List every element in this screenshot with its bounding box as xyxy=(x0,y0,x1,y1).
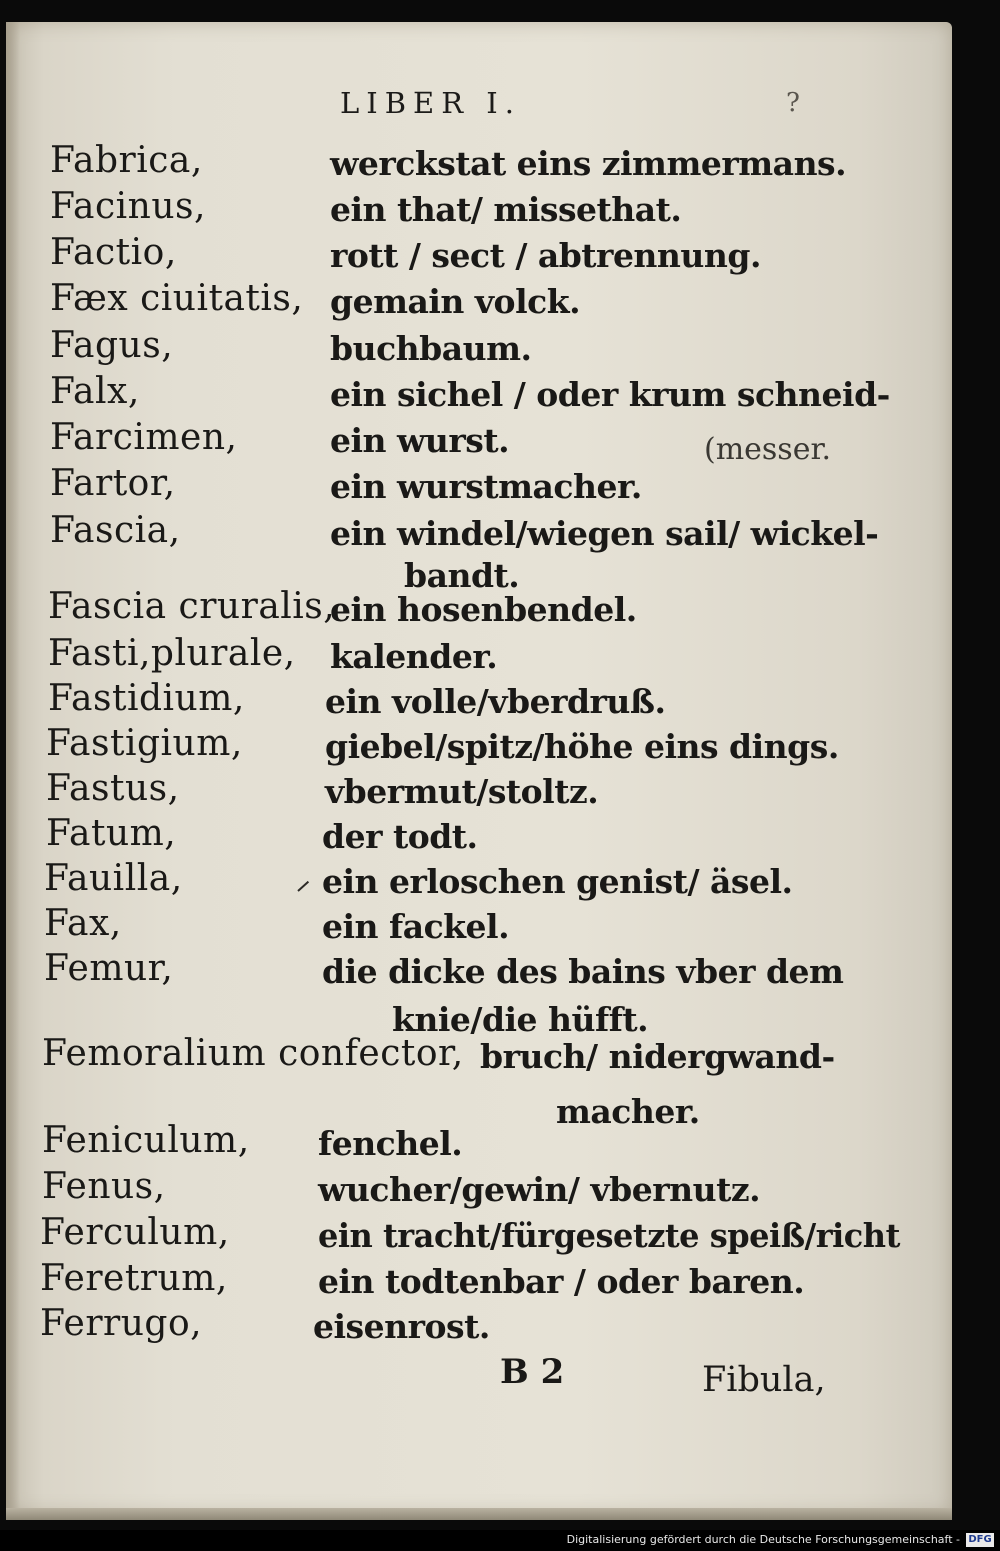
entry-gloss: ein erloschen genist/ äsel. xyxy=(322,862,793,901)
entry-gloss: ein hosenbendel. xyxy=(330,590,637,629)
entry-gloss: giebel/spitz/höhe eins dings. xyxy=(325,727,839,766)
entry-gloss: die dicke des bains vber dem xyxy=(322,952,844,991)
entry-lemma: Fascia, xyxy=(50,510,181,551)
entry-lemma: Fauilla, xyxy=(44,858,183,899)
entry-lemma: Femoralium confector, xyxy=(42,1033,464,1074)
entry-gloss: bruch/ nidergwand- xyxy=(480,1037,835,1076)
entry-gloss: ein windel/wiegen sail/ wickel- xyxy=(330,514,879,553)
entry-lemma: Fabrica, xyxy=(50,140,203,181)
dfg-logo: DFG xyxy=(966,1533,994,1547)
entry-lemma: Ferculum, xyxy=(40,1212,230,1253)
entry-gloss: der todt. xyxy=(322,817,478,856)
entry-lemma: Facinus, xyxy=(50,186,206,227)
entry-lemma: Fastus, xyxy=(46,768,180,809)
entry-gloss-continuation: knie/die hüfft. xyxy=(392,1000,649,1039)
entry-marginal-note: (messer. xyxy=(704,432,832,467)
entry-gloss: eisenrost. xyxy=(313,1307,490,1346)
entry-lemma: Falx, xyxy=(50,371,140,412)
entry-gloss: ein volle/vberdruß. xyxy=(325,682,666,721)
entry-gloss: ein that/ missethat. xyxy=(330,190,682,229)
entry-gloss: rott / sect / abtrennung. xyxy=(330,236,761,275)
entry-gloss: vbermut/stoltz. xyxy=(325,772,599,811)
entry-lemma: Factio, xyxy=(50,232,177,273)
entry-lemma: Ferrugo, xyxy=(40,1303,203,1344)
entry-lemma: Fatum, xyxy=(46,813,177,854)
entry-gloss: ein wurstmacher. xyxy=(330,467,642,506)
entry-gloss: ein wurst. xyxy=(330,421,510,460)
entry-gloss: ein fackel. xyxy=(322,907,510,946)
entry-gloss: ein tracht/fürgesetzte speiß/richt xyxy=(318,1216,900,1255)
page-gutter-shadow xyxy=(6,22,20,1514)
entry-lemma: Farcimen, xyxy=(50,417,238,458)
catchword: Fibula, xyxy=(702,1360,826,1400)
entry-gloss: wucher/gewin/ vbernutz. xyxy=(318,1170,761,1209)
entry-gloss-continuation: bandt. xyxy=(404,556,520,595)
entry-lemma: Fastigium, xyxy=(46,723,243,764)
entry-gloss: fenchel. xyxy=(318,1124,463,1163)
entry-lemma: Fastidium, xyxy=(48,678,245,719)
entry-gloss: kalender. xyxy=(330,637,498,676)
signature-mark: B 2 xyxy=(500,1352,565,1392)
entry-gloss: werckstat eins zimmermans. xyxy=(330,144,847,183)
entry-lemma: Fenus, xyxy=(42,1166,166,1207)
entry-gloss: ein todtenbar / oder baren. xyxy=(318,1262,805,1301)
entry-lemma: Feretrum, xyxy=(40,1258,228,1299)
entry-lemma: Femur, xyxy=(44,948,174,989)
entry-gloss: gemain volck. xyxy=(330,282,581,321)
corner-mark: ? xyxy=(786,88,800,118)
entry-lemma: Fasti,plurale, xyxy=(48,633,296,674)
entry-lemma: Feniculum, xyxy=(42,1120,250,1161)
entry-gloss: buchbaum. xyxy=(330,329,532,368)
entry-lemma: Fax, xyxy=(44,903,122,944)
digitization-credit: Digitalisierung gefördert durch die Deutsche Forschungsgemeinschaft - xyxy=(566,1533,960,1546)
running-head: LIBER I. xyxy=(340,86,521,120)
entry-lemma: Fæx ciuitatis, xyxy=(50,278,304,319)
entry-lemma: Fascia cruralis, xyxy=(48,586,336,627)
entry-gloss-continuation: macher. xyxy=(556,1092,700,1131)
entry-lemma: Fartor, xyxy=(50,463,176,504)
page-bottom-edge xyxy=(6,1508,952,1520)
entry-lemma: Fagus, xyxy=(50,325,174,366)
entry-gloss: ein sichel / oder krum schneid- xyxy=(330,375,890,414)
